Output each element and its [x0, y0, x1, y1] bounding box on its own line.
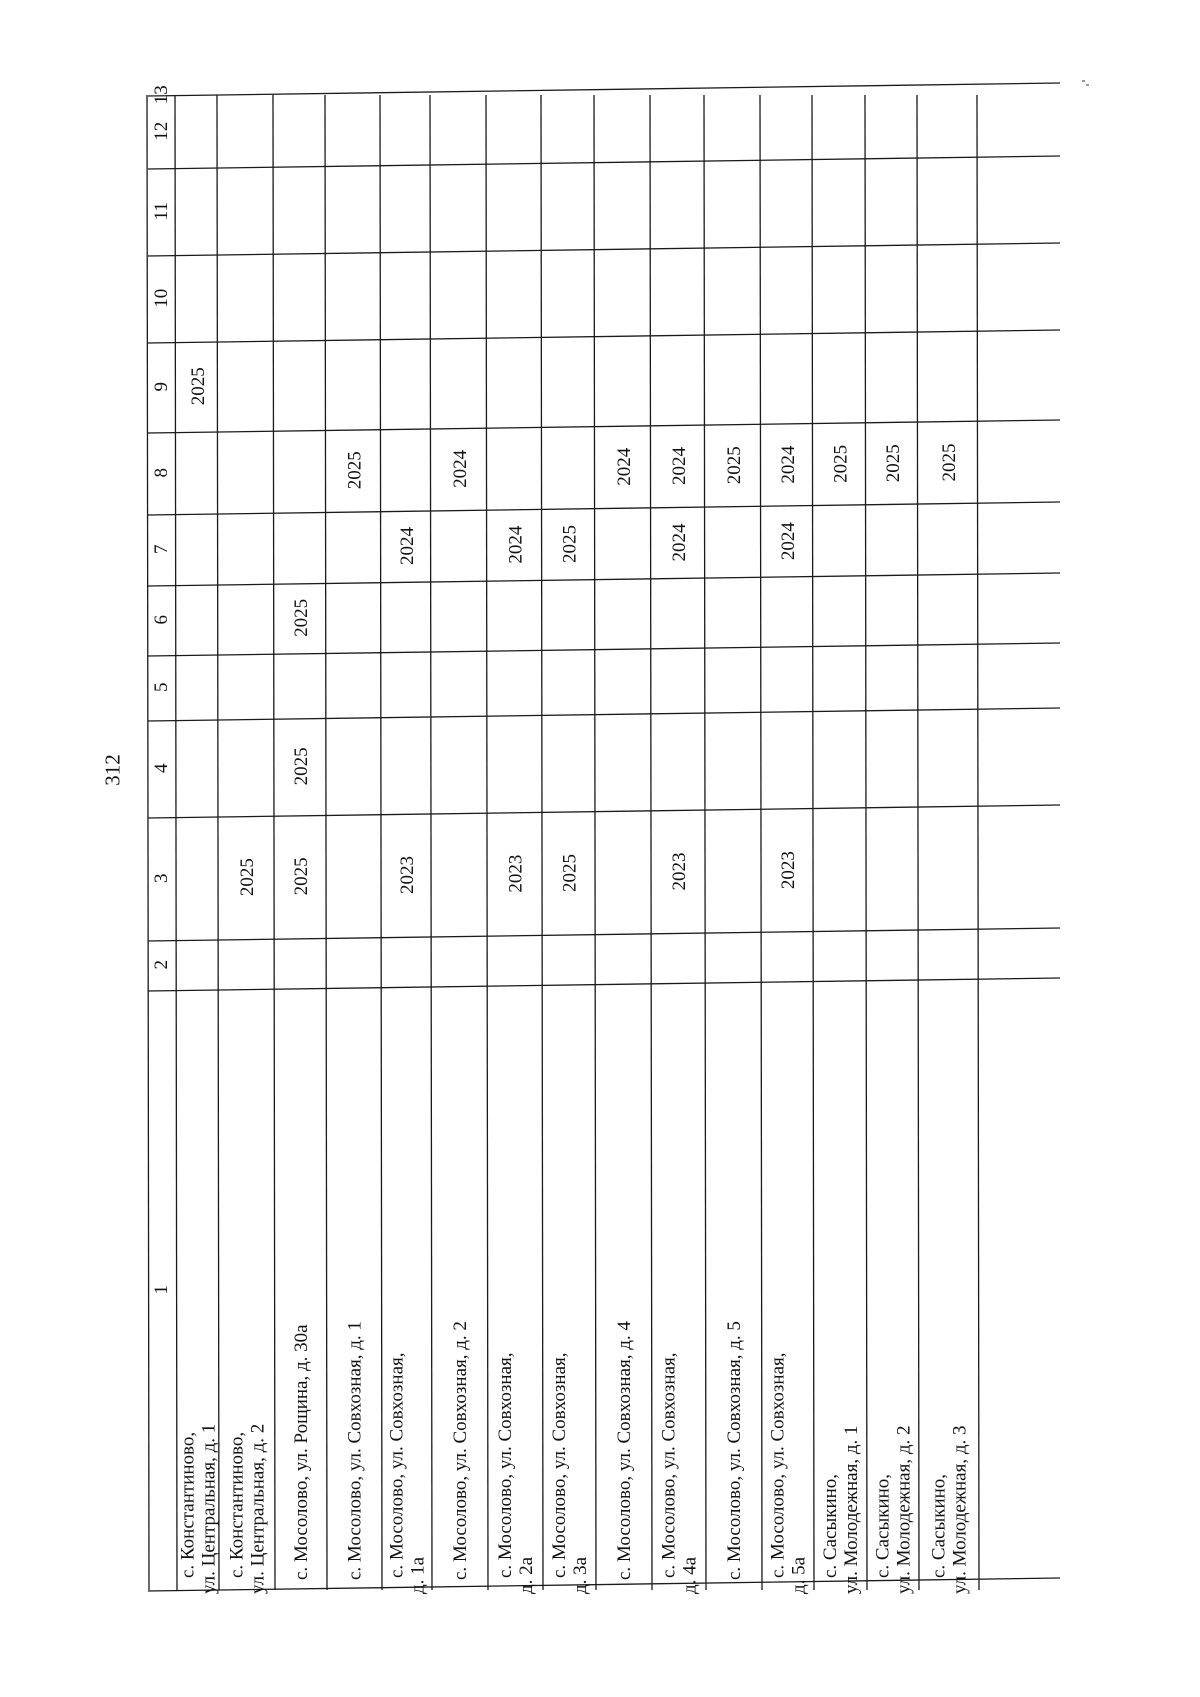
column-border: [148, 420, 1060, 433]
year-cell: 2023: [397, 856, 418, 895]
year-cell: 2025: [559, 853, 581, 892]
column-border: [148, 502, 1060, 515]
address-line: д. 3а: [570, 1556, 591, 1594]
row-border: [273, 95, 275, 1590]
address-line: с. Мосолово, ул. Совхозная, д. 2: [450, 1321, 471, 1580]
year-cell: 2024: [669, 447, 690, 486]
year-cell: 2024: [397, 527, 418, 566]
column-border: [148, 330, 1060, 343]
column-border: [148, 708, 1060, 721]
address-line: д. 4а: [679, 1556, 701, 1594]
row-border: [486, 95, 488, 1590]
page-number: 312: [100, 754, 125, 786]
address-line: с. Мосолово, ул. Рощина, д. 30а: [291, 1324, 312, 1580]
table-row: [450, 449, 471, 1580]
year-cell: 2023: [778, 851, 799, 890]
column-header: 3: [151, 873, 172, 884]
column-border: [148, 1578, 1060, 1591]
column-header: 5: [151, 682, 172, 693]
table-grid: [147, 83, 1060, 1591]
column-border: [148, 573, 1060, 586]
column-header: 12: [151, 121, 172, 141]
year-cell: 2025: [188, 367, 209, 406]
year-cell: 2025: [237, 858, 258, 897]
scan-artifact: [1086, 84, 1089, 86]
table-row: [659, 447, 701, 1594]
address-line: ул. Центральная, д. 1: [198, 1423, 220, 1594]
column-border: [148, 643, 1060, 656]
row-border: [541, 95, 543, 1590]
address-line: с. Мосолово, ул. Совхозная, д. 4: [614, 1321, 635, 1580]
row-border: [217, 95, 219, 1590]
column-header: 7: [151, 544, 172, 555]
address-line: ул. Молодежная, д. 1: [841, 1425, 862, 1594]
column-border: [148, 928, 1060, 941]
column-header: 13: [151, 85, 172, 105]
year-cell: 2024: [614, 447, 635, 486]
year-cell: 2024: [505, 525, 527, 564]
table-row: [549, 525, 591, 1594]
address-line: д. 2а: [516, 1556, 537, 1594]
address-line: ул. Молодежная, д. 3: [949, 1425, 971, 1594]
year-cell: 2025: [559, 524, 581, 563]
table-row: [291, 599, 312, 1580]
column-header: 9: [151, 382, 172, 392]
column-header: 2: [151, 960, 172, 970]
row-border: [760, 95, 762, 1590]
table-row: [387, 527, 429, 1594]
table-header-row: [151, 85, 172, 1294]
year-cell: 2023: [505, 854, 527, 893]
year-cell: 2025: [939, 443, 960, 482]
address-line: с. Константиново,: [177, 1431, 199, 1578]
address-line: с. Мосолово, ул. Совхозная,: [767, 1352, 789, 1578]
table-row: [227, 858, 269, 1594]
column-header: 11: [151, 202, 172, 221]
column-header: 6: [151, 615, 172, 625]
table-row: [768, 445, 810, 1594]
year-cell: 2024: [778, 445, 799, 484]
address-line: с. Мосолово, ул. Совхозная, д. 5: [724, 1321, 745, 1580]
row-border: [430, 95, 432, 1590]
table-row: [495, 525, 537, 1594]
data-table: [148, 85, 1060, 1594]
year-cell: 2025: [724, 446, 745, 485]
address-line: с. Константиново,: [226, 1431, 248, 1578]
scan-artifact: [1082, 80, 1085, 82]
column-header: 8: [151, 468, 172, 478]
address-line: с. Мосолово, ул. Совхозная, д. 1: [344, 1321, 366, 1580]
address-line: ул. Центральная, д. 2: [247, 1423, 269, 1594]
year-cell: 2025: [830, 444, 852, 483]
table-row: [873, 444, 915, 1594]
table-row: [820, 445, 862, 1594]
column-header: 1: [151, 1285, 172, 1295]
row-border: [594, 95, 596, 1590]
address-line: с. Сасыкино,: [820, 1473, 841, 1578]
table-row: [345, 451, 366, 1580]
table-row: [178, 367, 220, 1594]
table-row: [929, 444, 971, 1594]
year-cell: 2025: [291, 857, 312, 896]
row-border: [865, 95, 867, 1590]
table-row: [724, 446, 745, 1580]
row-border: [812, 95, 814, 1590]
address-line: с. Мосолово, ул. Совхозная,: [549, 1352, 570, 1578]
address-line: с. Мосолово, ул. Совхозная,: [386, 1352, 408, 1578]
year-cell: 2025: [291, 598, 312, 637]
table-row: [614, 447, 635, 1580]
row-border: [917, 95, 919, 1590]
address-line: с. Сасыкино,: [872, 1473, 894, 1578]
row-border: [650, 95, 652, 1590]
year-cell: 2024: [669, 523, 690, 562]
year-cell: 2025: [883, 444, 904, 483]
year-cell: 2023: [669, 852, 690, 891]
row-border: [704, 95, 706, 1590]
column-header: 10: [151, 288, 172, 308]
address-line: д. 5а: [788, 1556, 810, 1594]
year-cell: 2025: [291, 747, 312, 786]
row-border: [147, 95, 149, 1590]
column-border: [148, 805, 1060, 818]
column-border: [148, 978, 1060, 991]
column-header: 4: [151, 763, 172, 774]
address-line: с. Сасыкино,: [928, 1473, 950, 1578]
column-border: [148, 83, 1060, 96]
address-line: д. 1а: [407, 1556, 429, 1594]
year-cell: 2024: [778, 522, 799, 561]
address-line: с. Мосолово, ул. Совхозная,: [495, 1352, 516, 1578]
year-cell: 2024: [450, 449, 471, 488]
row-border: [380, 95, 382, 1590]
column-border: [148, 156, 1060, 169]
year-cell: 2025: [344, 451, 366, 490]
column-border: [148, 243, 1060, 256]
row-border: [977, 95, 979, 1590]
row-border: [175, 95, 177, 1590]
row-border: [325, 95, 327, 1590]
address-line: с. Мосолово, ул. Совхозная,: [658, 1352, 680, 1578]
address-line: ул. Молодежная, д. 2: [893, 1425, 915, 1594]
